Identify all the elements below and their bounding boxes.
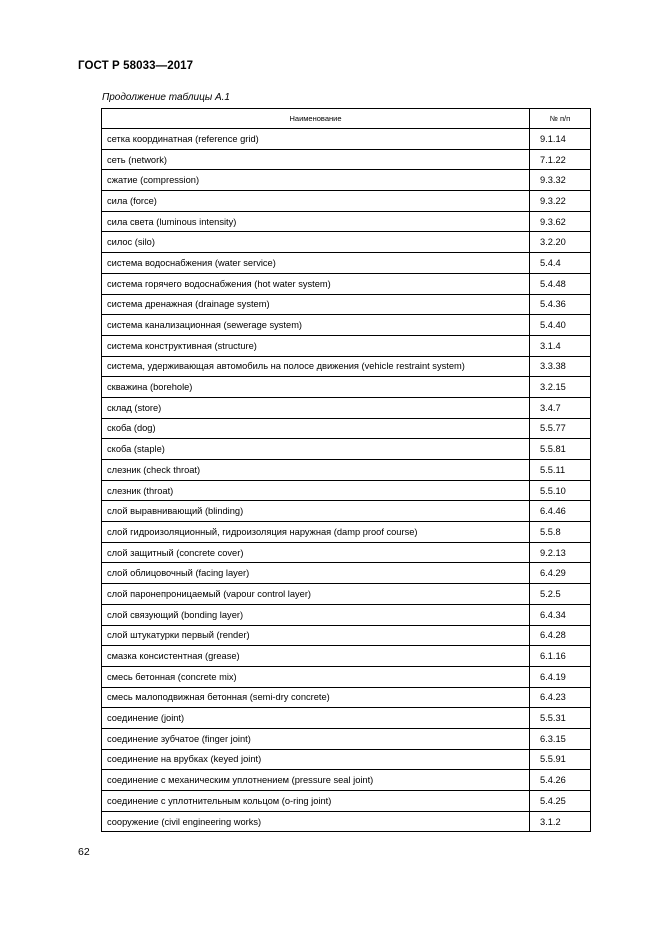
term-name-cell: слой паронепроницаемый (vapour control layer) [102,584,530,605]
table-caption: Продолжение таблицы А.1 [102,92,230,103]
table-row [102,749,591,770]
term-name-cell: слой выравнивающий (blinding) [102,501,530,522]
term-name-cell: соединение (joint) [102,708,530,729]
term-name-cell: слой облицовочный (facing layer) [102,563,530,584]
term-number-cell: 9.2.13 [530,542,591,563]
terms-table [101,108,591,832]
term-name-cell: соединение с механическим уплотнением (pressure seal joint) [102,770,530,791]
term-number-cell: 3.4.7 [530,397,591,418]
term-name-cell: система водоснабжения (water service) [102,253,530,274]
term-name-cell: смесь бетонная (concrete mix) [102,666,530,687]
term-name-cell: слой штукатурки первый (render) [102,625,530,646]
term-number-cell: 5.4.48 [530,273,591,294]
table-row [102,687,591,708]
table-row [102,129,591,150]
table-row [102,253,591,274]
term-name-cell: система канализационная (sewerage system) [102,315,530,336]
table-row [102,542,591,563]
term-number-cell: 6.4.46 [530,501,591,522]
term-name-cell: смесь малоподвижная бетонная (semi-dry concrete) [102,687,530,708]
document-standard-id: ГОСТ Р 58033—2017 [78,60,194,72]
term-name-cell: силос (silo) [102,232,530,253]
term-number-cell: 5.5.77 [530,418,591,439]
terms-table-body [102,129,591,832]
term-name-cell: скважина (borehole) [102,377,530,398]
table-row [102,522,591,543]
term-number-cell: 3.1.4 [530,335,591,356]
term-number-cell: 9.1.14 [530,129,591,150]
term-number-cell: 5.4.36 [530,294,591,315]
term-number-cell: 6.4.28 [530,625,591,646]
term-number-cell: 6.4.19 [530,666,591,687]
term-name-cell: сжатие (compression) [102,170,530,191]
term-name-cell: слой связующий (bonding layer) [102,604,530,625]
table-row [102,460,591,481]
table-row [102,377,591,398]
term-name-cell: сетка координатная (reference grid) [102,129,530,150]
term-name-cell: сооружение (civil engineering works) [102,811,530,832]
term-name-cell: склад (store) [102,397,530,418]
term-number-cell: 6.4.34 [530,604,591,625]
table-row [102,149,591,170]
term-name-cell: система горячего водоснабжения (hot water system) [102,273,530,294]
term-name-cell: система, удерживающая автомобиль на полосе движения (vehicle restraint system) [102,356,530,377]
table-row [102,356,591,377]
term-number-cell: 5.2.5 [530,584,591,605]
table-header-row [102,109,591,129]
term-name-cell: скоба (staple) [102,439,530,460]
column-header-name: Наименование [102,109,530,129]
term-number-cell: 5.4.25 [530,791,591,812]
table-row [102,480,591,501]
term-number-cell: 3.2.20 [530,232,591,253]
term-number-cell: 3.1.2 [530,811,591,832]
table-row [102,294,591,315]
table-row [102,397,591,418]
term-number-cell: 9.3.22 [530,191,591,212]
column-header-number: № п/п [530,109,591,129]
table-row [102,708,591,729]
table-row [102,170,591,191]
term-name-cell: соединение на врубках (keyed joint) [102,749,530,770]
table-row [102,273,591,294]
term-number-cell: 5.5.31 [530,708,591,729]
table-row [102,232,591,253]
table-row [102,563,591,584]
table-row [102,418,591,439]
term-name-cell: система дренажная (drainage system) [102,294,530,315]
term-number-cell: 9.3.32 [530,170,591,191]
table-row [102,191,591,212]
term-number-cell: 5.5.11 [530,460,591,481]
term-number-cell: 5.5.81 [530,439,591,460]
table-row [102,439,591,460]
term-number-cell: 6.4.23 [530,687,591,708]
table-row [102,770,591,791]
term-number-cell: 5.5.91 [530,749,591,770]
term-number-cell: 6.1.16 [530,646,591,667]
table-row [102,584,591,605]
page-number: 62 [78,846,90,858]
term-name-cell: сила света (luminous intensity) [102,211,530,232]
term-number-cell: 3.2.15 [530,377,591,398]
table-row [102,625,591,646]
term-name-cell: слезник (check throat) [102,460,530,481]
term-name-cell: соединение зубчатое (finger joint) [102,728,530,749]
table-row [102,501,591,522]
term-number-cell: 5.4.4 [530,253,591,274]
term-name-cell: слой гидроизоляционный, гидроизоляция наружная (damp proof course) [102,522,530,543]
table-row [102,811,591,832]
table-row [102,646,591,667]
table-row [102,335,591,356]
term-number-cell: 5.5.10 [530,480,591,501]
term-name-cell: смазка консистентная (grease) [102,646,530,667]
term-number-cell: 7.1.22 [530,149,591,170]
term-number-cell: 3.3.38 [530,356,591,377]
table-row [102,315,591,336]
table-row [102,604,591,625]
term-name-cell: сила (force) [102,191,530,212]
table-row [102,666,591,687]
term-name-cell: слезник (throat) [102,480,530,501]
term-name-cell: система конструктивная (structure) [102,335,530,356]
term-name-cell: сеть (network) [102,149,530,170]
term-name-cell: скоба (dog) [102,418,530,439]
term-number-cell: 5.5.8 [530,522,591,543]
term-number-cell: 6.3.15 [530,728,591,749]
term-number-cell: 9.3.62 [530,211,591,232]
term-number-cell: 6.4.29 [530,563,591,584]
table-row [102,211,591,232]
term-name-cell: соединение с уплотнительным кольцом (o-ring joint) [102,791,530,812]
term-name-cell: слой защитный (concrete cover) [102,542,530,563]
term-number-cell: 5.4.26 [530,770,591,791]
table-row [102,728,591,749]
table-row [102,791,591,812]
term-number-cell: 5.4.40 [530,315,591,336]
